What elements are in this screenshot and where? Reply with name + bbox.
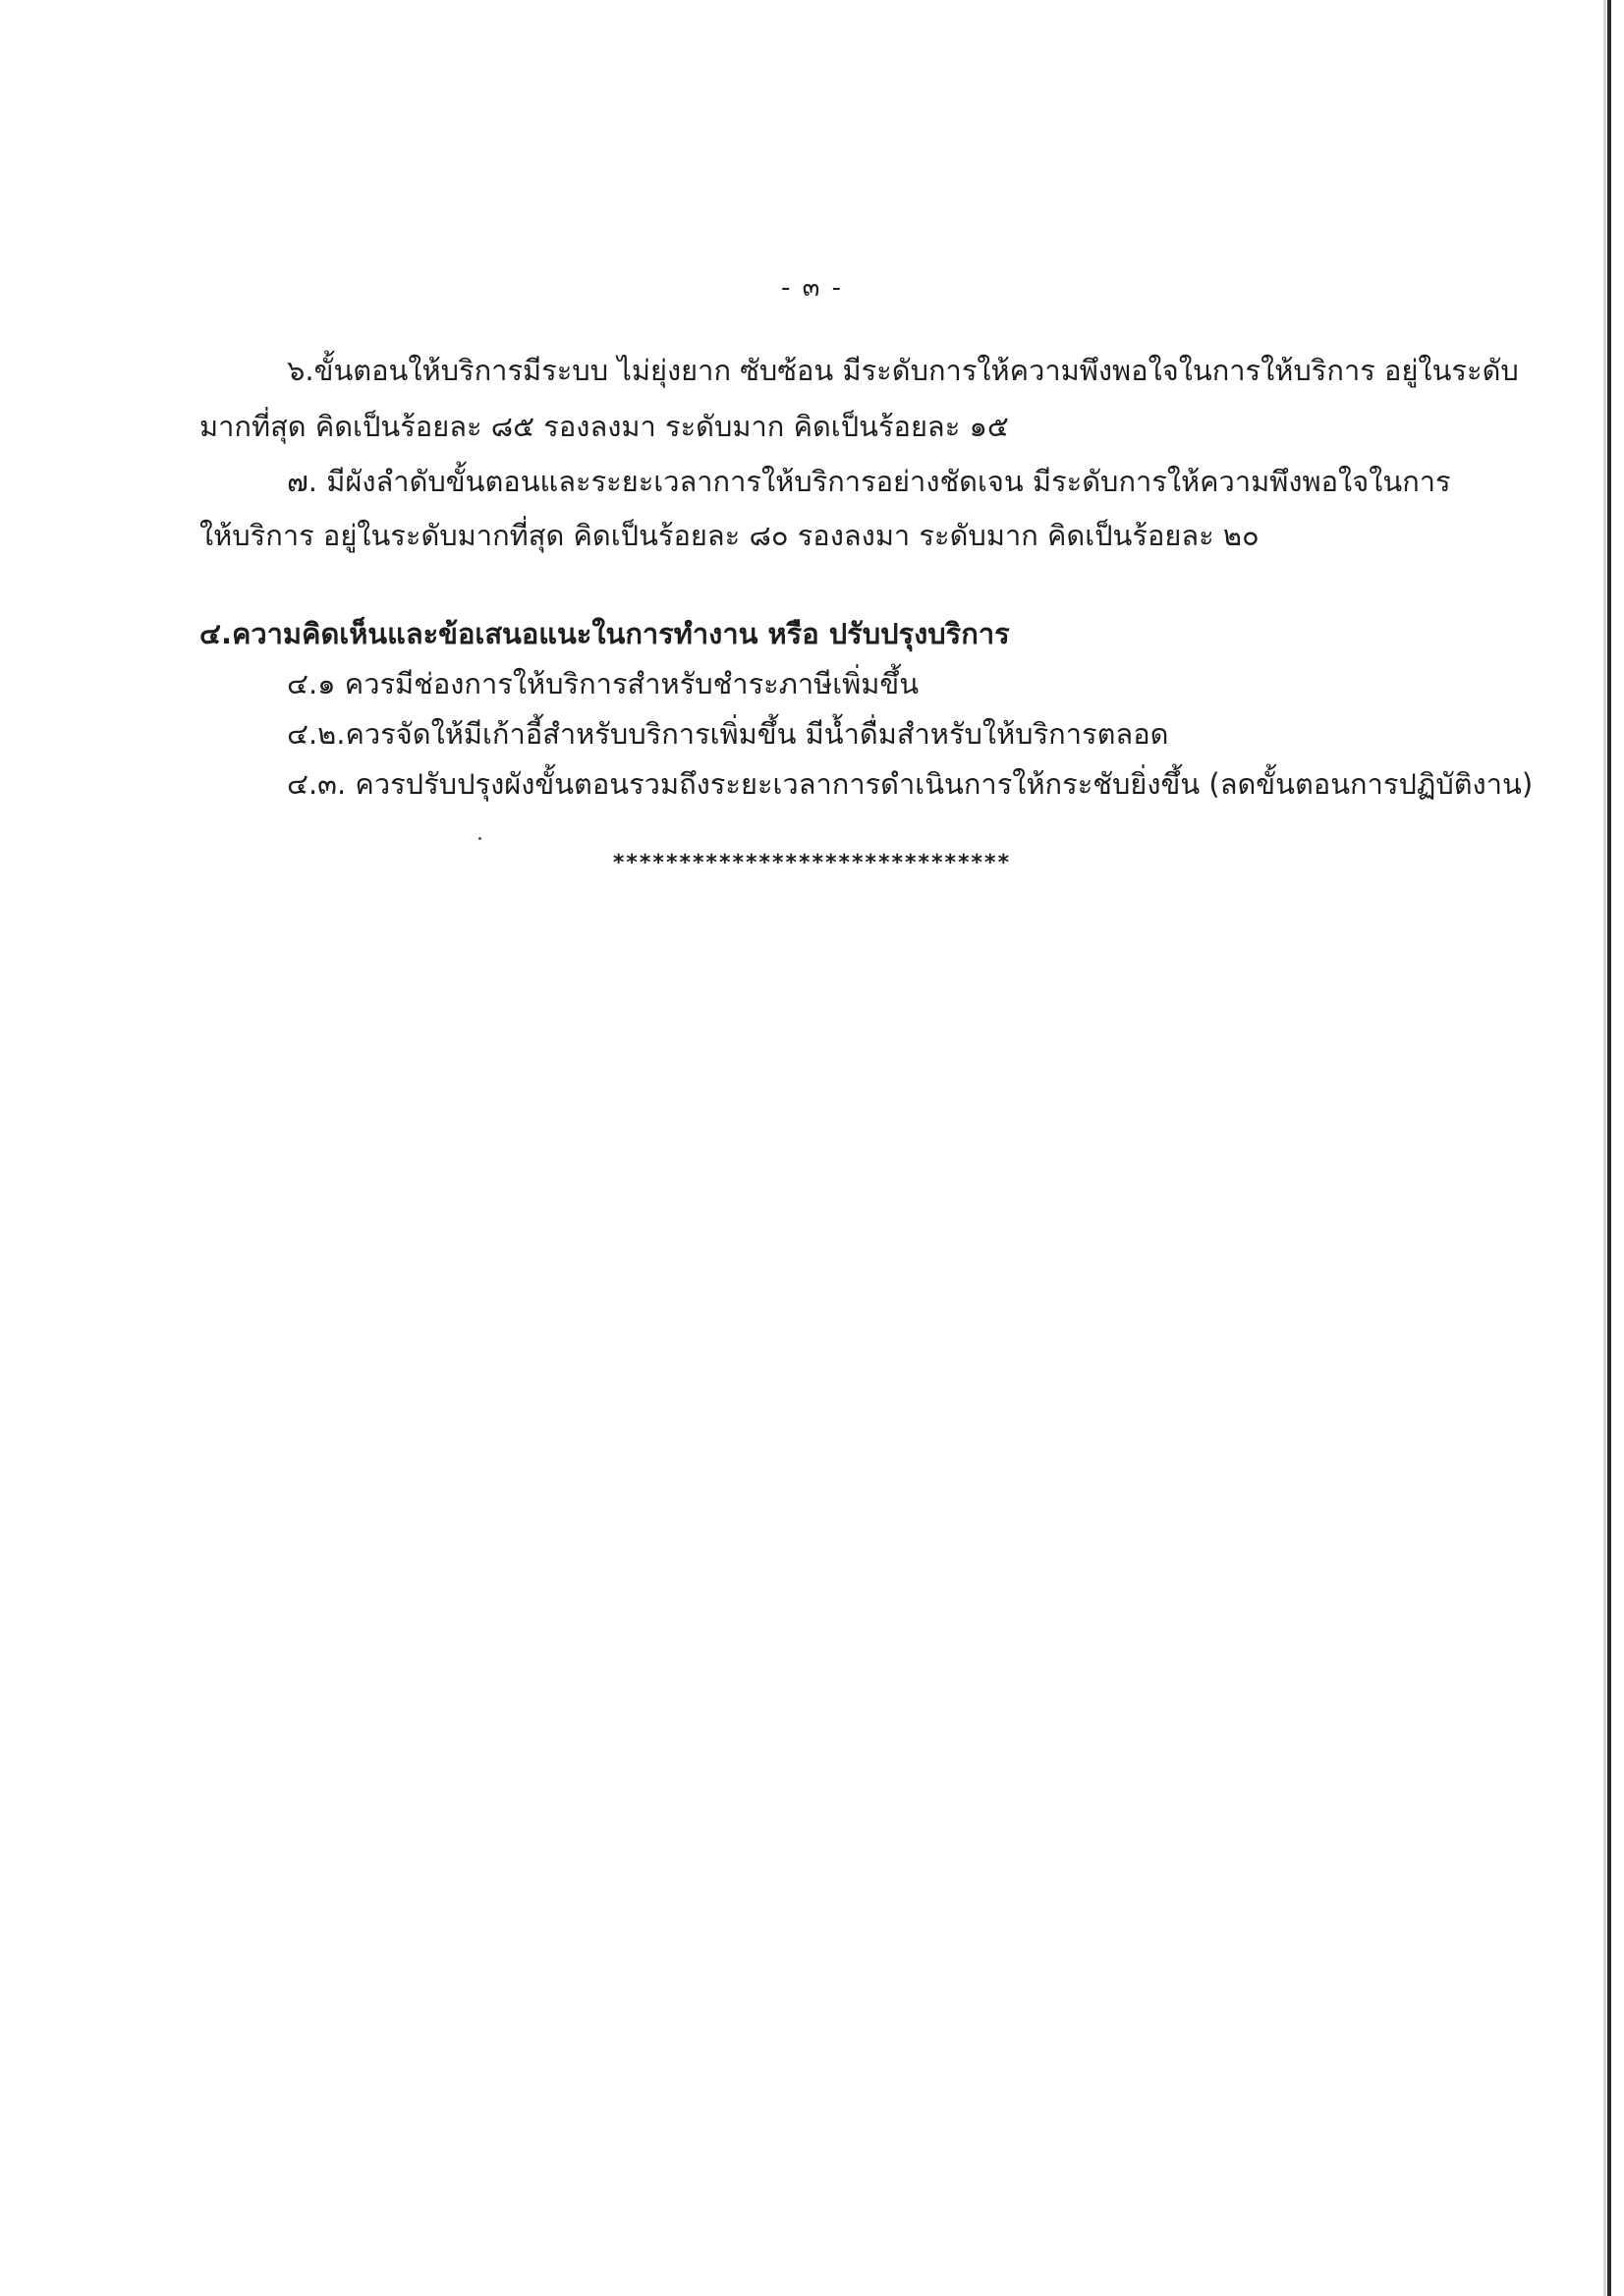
page-number: - ๓ - — [780, 273, 844, 303]
item-7-line-2: ให้บริการ อยู่ในระดับมากที่สุด คิดเป็นร้อยละ ๘๐ รองลงมา ระดับมาก คิดเป็นร้อยละ ๒๐ — [199, 519, 1260, 552]
scan-edge-shadow — [1603, 0, 1606, 2296]
recommendation-4-2: ๔.๒.ควรจัดให้มีเก้าอี้สำหรับบริการเพิ่มขึ้น มีน้ำดื่มสำหรับให้บริการตลอด — [287, 717, 1169, 751]
item-6-line-2: มากที่สุด คิดเป็นร้อยละ ๘๕ รองลงมา ระดับมาก คิดเป็นร้อยละ ๑๕ — [199, 410, 1009, 443]
item-6-line-1: ๖.ขั้นตอนให้บริการมีระบบ ไม่ยุ่งยาก ซับซ้อน มีระดับการให้ความพึงพอใจในการให้บริการ อยู่ในระดับ — [287, 354, 1519, 387]
end-divider: ****************************** — [612, 851, 1012, 875]
section-4-heading: ๔.ความคิดเห็นและข้อเสนอแนะในการทำงาน หรือ ปรับปรุงบริการ — [199, 617, 1010, 650]
item-7-line-1: ๗. มีผังลำดับขั้นตอนและระยะเวลาการให้บริการอย่างชัดเจน มีระดับการให้ความพึงพอใจในการ — [287, 465, 1451, 498]
scan-speck — [478, 837, 481, 840]
scan-edge-border — [1607, 0, 1611, 2296]
recommendation-4-1: ๔.๑ ควรมีช่องการให้บริการสำหรับชำระภาษีเพิ่มขึ้น — [287, 667, 920, 700]
recommendation-4-3: ๔.๓. ควรปรับปรุงผังขั้นตอนรวมถึงระยะเวลาการดำเนินการให้กระชับยิ่งขึ้น (ลดขั้นตอนการปฏิบัติงาน) — [287, 767, 1534, 801]
